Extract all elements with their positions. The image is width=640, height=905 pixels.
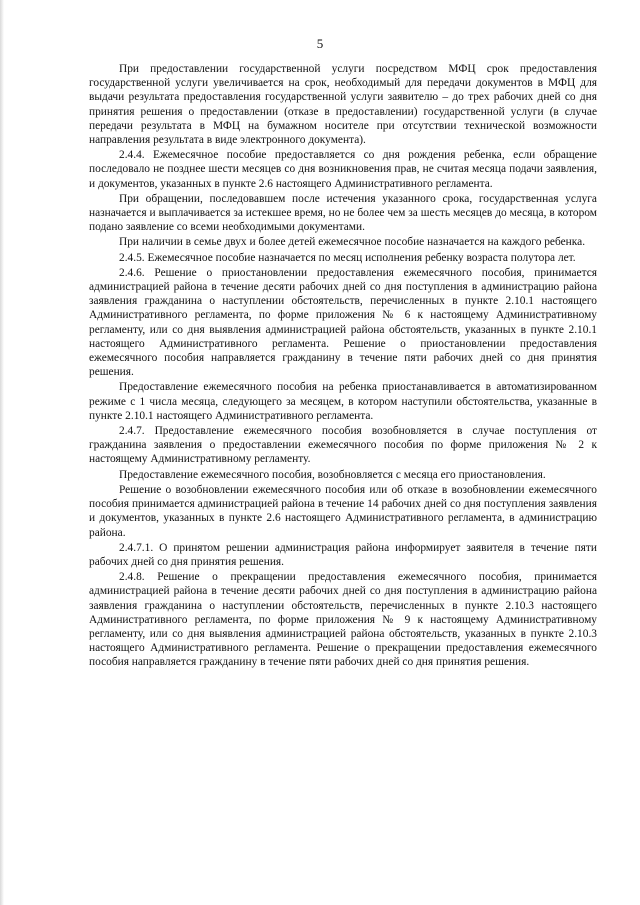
paragraph-suspension-automatic: Предоставление ежемесячного пособия на ребенка приостанавливается в автоматизированном режиме с 1 числа месяца, следующего за месяцем, в котором наступили обстоятельства, указанные в пункте 2.10.1 настоящего Административного регламента. [89,381,597,422]
paragraph-2-4-6: 2.4.6. Решение о приостановлении предоставления ежемесячного пособия, принимается администрацией района в течение десяти рабочих дней со дня поступления в администрацию района заявления гражданина о наступлении обстоятельств, перечисленных в пункте 2.10.1 настоящего Административного регламента, по форме приложения № 6 к настоящему Административному регламенту, или со дня выявления администрацией района обстоятельств, указанных в пункте 2.10.1 настоящего Административного регламента. Решение о приостановлении предоставления ежемесячного пособия направляется гражданину в течение пяти рабочих дней со дня принятия решения. [89,266,597,379]
page-number: 5 [316,36,324,51]
paragraph-2-4-5: 2.4.5. Ежемесячное пособие назначается по месяц исполнения ребенку возраста полутора лет. [119,251,576,264]
paragraph-mfc-term: При предоставлении государственной услуги посредством МФЦ срок предоставления государственной услуги увеличивается на срок, необходимый для передачи документов в МФЦ для выдачи результата предоставления государственной услуги заявителю – до трех рабочих дней со дня принятия решения о предоставлении (отказе в предоставлении) государственной услуги (в случае передачи результата в МФЦ на бумажном носителе при отсутствии технической возможности направления результата в виде электронного документа). [89,63,597,147]
scan-edge-shadow [0,0,4,905]
paragraph-2-4-8: 2.4.8. Решение о прекращении предоставления ежемесячного пособия, принимается администрацией района в течение десяти рабочих дней со дня поступления в администрацию района заявления гражданина о наступлении обстоятельств, перечисленных в пункте 2.10.3 настоящего Административного регламента, по форме приложения № 9 к настоящему Административному регламенту, или со дня выявления администрацией района обстоятельств, указанных в пункте 2.10.3 настоящего Административного регламента. Решение о прекращении предоставления ежемесячного пособия направляется гражданину в течение пяти рабочих дней со дня принятия решения. [89,571,597,669]
paragraph-resumption-month: Предоставление ежемесячного пособия, возобновляется с месяца его приостановления. [119,468,546,481]
paragraph-late-application: При обращении, последовавшем после истечения указанного срока, государственная услуга назначается и выплачивается за истекшее время, но не более чем за шесть месяцев до месяца, в котором подано заявление со всеми необходимыми документами. [89,192,597,234]
paragraph-2-4-7: 2.4.7. Предоставление ежемесячного пособия возобновляется в случае поступления от гражданина заявления о предоставлении ежемесячного пособия по форме приложения № 2 к настоящему Административному регламенту. [89,425,597,466]
document-body [89,62,597,671]
paragraph-multiple-children: При наличии в семье двух и более детей ежемесячное пособие назначается на каждого ребенка. [119,236,586,249]
paragraph-resumption-decision: Решение о возобновлении ежемесячного пособия или об отказе в возобновлении ежемесячного пособия принимается администрацией района в течение 14 рабочих дней со дня поступления заявления и документов, указанных в пункте 2.6 настоящего Административного регламента, в администрацию района. [89,483,597,539]
paragraph-2-4-7-1: 2.4.7.1. О принятом решении администрация района информирует заявителя в течение пяти рабочих дней со дня принятия решения. [89,541,597,568]
paragraph-2-4-4: 2.4.4. Ежемесячное пособие предоставляется со дня рождения ребенка, если обращение последовало не позднее шести месяцев со дня возникновения прав, не считая месяца подачи заявления, и документов, указанных в пункте 2.6 настоящего Административного регламента. [89,149,597,190]
